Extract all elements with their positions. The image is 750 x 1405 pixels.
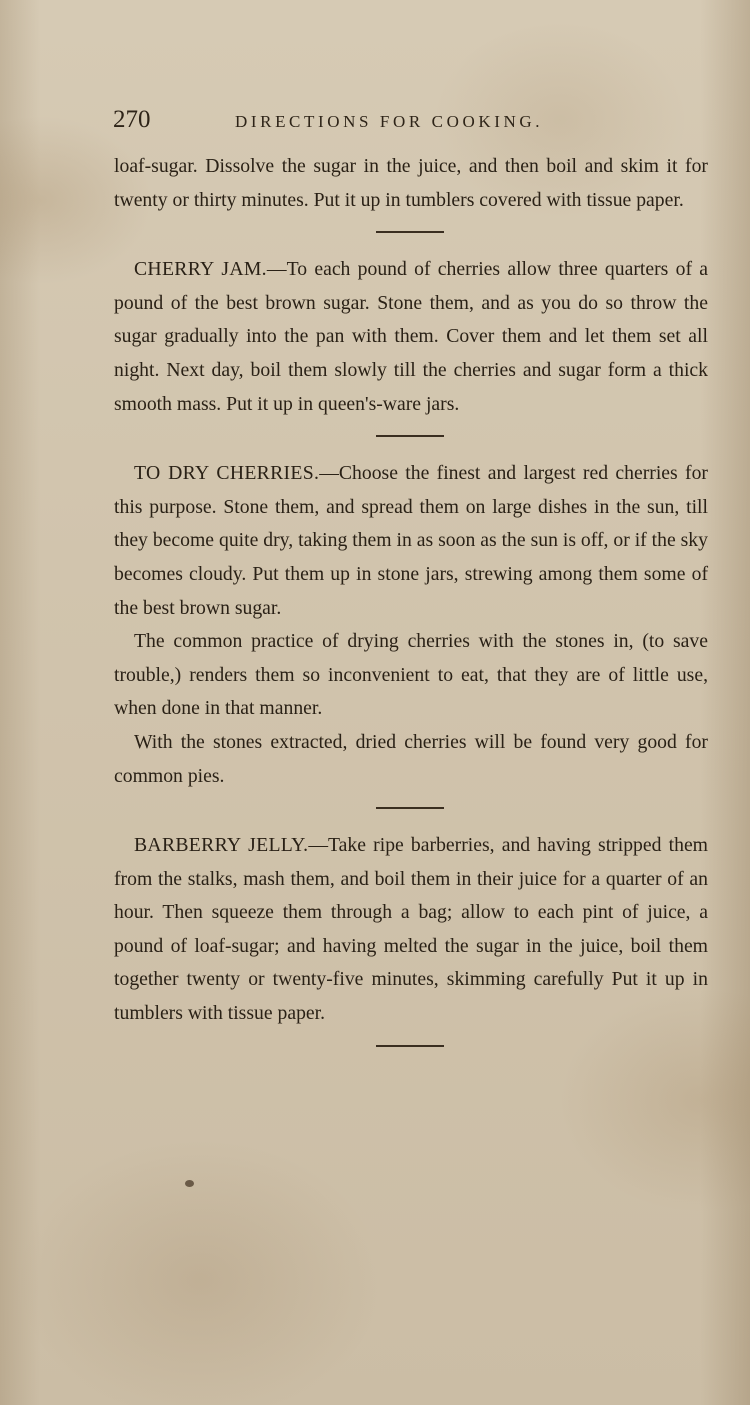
recipe-text: —Choose the finest and largest red cherries for this purpose. Stone them, and spread them on large dishes in the sun, till they become quite dry, taking them in as soon as the sun is off, or if the sky becomes cloudy. Put them up in stone jars, strewing among them some of the best brown sugar. [114,462,708,619]
recipe-heading: CHERRY JAM. [134,258,267,281]
ink-blot [185,1180,194,1187]
page-number: 270 [113,106,151,133]
recipe-barberry-jelly [114,829,708,1031]
recipe-to-dry-cherries [114,457,708,625]
section-divider [376,435,444,437]
paragraph-stones-extracted: With the stones extracted, dried cherries will be found very good for common pies. [114,730,708,787]
recipe-text: —To each pound of cherries allow three quarters of a pound of the best brown sugar. Stone them, and as you do so throw the sugar gradually into the pan with them. Cover them and let them set all night. Next day, boil them slowly till the cherries and sugar form a thick smooth mass. Put it up in queen's-ware jars. [114,258,708,415]
paragraph-common-practice: The common practice of drying cherries with the stones in, (to save trouble,) renders them so inconvenient to eat, that they are of little use, when done in that manner. [114,630,708,720]
section-divider [376,1045,444,1047]
recipe-text: —Take ripe barberries, and having stripped them from the stalks, mash them, and boil them in their juice for a quarter of an hour. Then squeeze them through a bag; allow to each pint of juice, a pound of loaf-sugar; and having melted the sugar in the juice, boil them together twenty or twenty-five minutes, skimming carefully Put it up in tumblers with tissue paper. [114,834,708,1025]
page-header [113,104,713,138]
paragraph-continuation: loaf-sugar. Dissolve the sugar in the juice, and then boil and skim it for twenty or thirty minutes. Put it up in tumblers covered with tissue paper. [114,155,708,211]
recipe-heading: TO DRY CHERRIES. [134,462,320,485]
section-divider [376,231,444,233]
running-head: DIRECTIONS FOR COOKING. [235,112,544,131]
recipe-heading: BARBERRY JELLY. [134,834,309,857]
recipe-cherry-jam [114,253,708,421]
section-divider [376,807,444,809]
page-body [114,150,708,1067]
